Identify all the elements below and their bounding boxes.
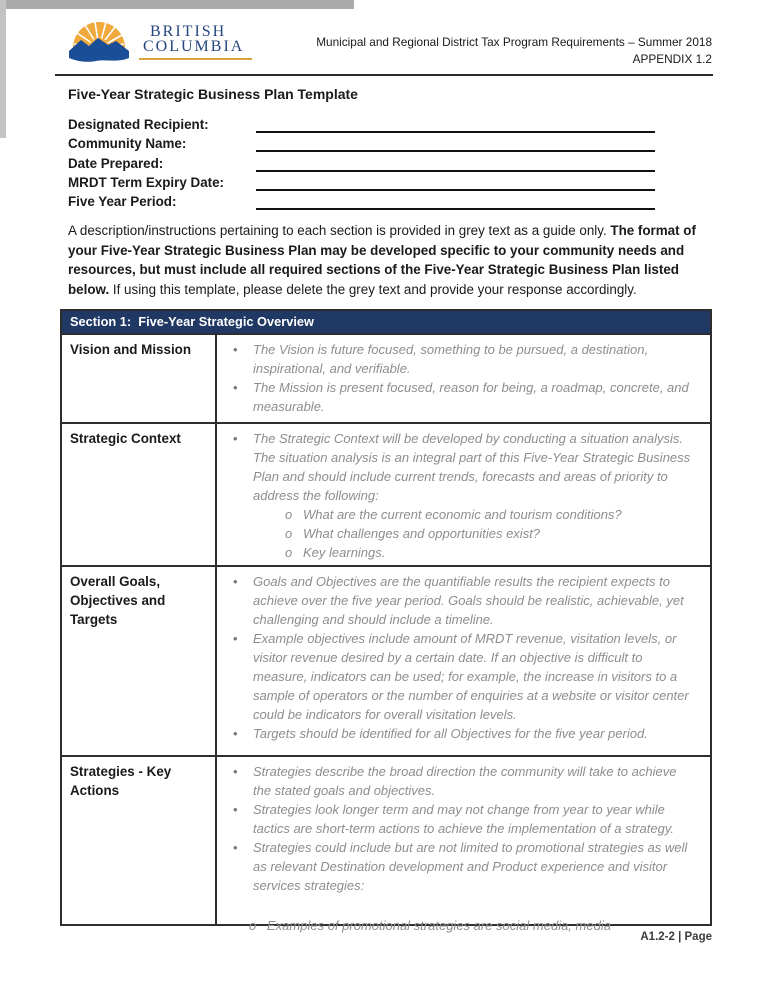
- row-guide-text: [217, 757, 710, 933]
- form-field-label: Community Name:: [68, 136, 187, 152]
- form-row: [68, 133, 712, 152]
- table-row-vision-mission: [62, 333, 710, 422]
- intro-text-bold: The format of your Five-Year Strategic Business Plan may be developed specific to your community needs and resources, but must include all required sections of the Five-Year Strategic Business Plan listed below.: [68, 223, 696, 297]
- form-field-label: Date Prepared:: [68, 155, 164, 171]
- form-row: [68, 114, 712, 133]
- fill-in-form: [68, 114, 712, 210]
- bullet-item: • Strategies describe the broad direction the community will take to achieve the stated goals and objectives.: [253, 762, 698, 800]
- form-field-underline: [256, 176, 655, 191]
- document-header: [68, 20, 712, 67]
- bc-logo-wordmark-line2: COLUMBIA: [143, 38, 245, 55]
- form-field-label: Five Year Period:: [68, 193, 177, 209]
- sub-bullet-item: o Key learnings.: [303, 543, 698, 562]
- section1-header-bar: Section 1: Five-Year Strategic Overview: [62, 311, 710, 333]
- form-row: [68, 191, 712, 210]
- bullet-item: • Strategies look longer term and may not change from year to year while tactics are short-term actions to achieve the implementation of a strategy.: [253, 800, 698, 838]
- bullet-item: • Targets should be identified for all Objectives for the five year period.: [253, 724, 698, 743]
- row-guide-text: [217, 335, 710, 422]
- scan-artifact-left: [0, 0, 6, 138]
- row-guide-text: [217, 424, 710, 565]
- section1-table: [60, 309, 712, 933]
- bullet-item: • Example objectives include amount of MRDT revenue, visitation levels, or visitor revenue desired by a certain date. If an objective is difficult to measure, indicators can be used; for example, the increase in visitors to a sample of operators or the number of enquiries at a website or visitor center could be indicators for overall visitation levels.: [253, 629, 698, 724]
- header-divider-rule: [55, 74, 713, 76]
- bc-logo: [68, 20, 252, 67]
- page-number-footer: A1.2-2 | Page: [640, 931, 712, 943]
- bc-logo-wordmark: [139, 20, 252, 60]
- sub-bullet-item: o What are the current economic and tourism conditions?: [303, 505, 698, 524]
- bullet-item: • Strategies could include but are not limited to promotional strategies as well as relevant Destination development and Product experience and visitor services strategies:: [253, 838, 698, 895]
- bullet-item: [253, 429, 698, 562]
- table-row-strategies-key-actions: [62, 755, 710, 933]
- intro-text-2: If using this template, please delete the grey text and provide your response accordingly.: [109, 281, 637, 297]
- sub-bullet-item: o What challenges and opportunities exist?: [303, 524, 698, 543]
- document-reference: [316, 34, 712, 67]
- form-field-underline: [256, 118, 655, 133]
- row-guide-text: [217, 567, 710, 755]
- form-field-underline: [256, 157, 655, 172]
- page-title: Five-Year Strategic Business Plan Template: [68, 86, 358, 102]
- form-field-underline: [256, 195, 655, 210]
- row-label: Overall Goals, Objectives and Targets: [62, 567, 217, 755]
- row-label: Strategic Context: [62, 424, 217, 565]
- intro-text-1: A description/instructions pertaining to each section is provided in grey text as a guide only.: [68, 223, 611, 238]
- bullet-item: • Goals and Objectives are the quantifiable results the recipient expects to achieve over the five year period. Goals should be realistic, achievable, yet challenging and should include a timeline.: [253, 572, 698, 629]
- sub-bullet-item: o Examples of promotional strategies are social media, media: [267, 916, 698, 935]
- document-reference-line2: APPENDIX 1.2: [632, 51, 712, 66]
- bc-sunrise-logo-icon: [68, 20, 130, 67]
- bullet-text: The Strategic Context will be developed by conducting a situation analysis. The situation analysis is an integral part of this Five-Year Strategic Business Plan and should include current trends, forecasts and areas of priority to address the following:: [253, 431, 691, 503]
- row-label: Vision and Mission: [62, 335, 217, 422]
- form-row: [68, 172, 712, 191]
- table-row-goals-objectives-targets: [62, 565, 710, 755]
- intro-paragraph: [68, 221, 714, 299]
- bullet-item: • The Mission is present focused, reason for being, a roadmap, concrete, and measurable.: [253, 378, 698, 416]
- form-field-underline: [256, 137, 655, 152]
- row-label: Strategies - Key Actions: [62, 757, 217, 924]
- form-field-label: Designated Recipient:: [68, 117, 209, 133]
- form-field-label: MRDT Term Expiry Date:: [68, 174, 225, 190]
- document-reference-line1: Municipal and Regional District Tax Program Requirements – Summer 2018: [316, 35, 712, 49]
- table-row-strategic-context: [62, 422, 710, 565]
- scan-artifact-top: [0, 0, 354, 9]
- bc-logo-wordmark-line1: BRITISH: [150, 23, 227, 40]
- bullet-item: • The Vision is future focused, something to be pursued, a destination, inspirational, and verifiable.: [253, 340, 698, 378]
- form-row: [68, 152, 712, 171]
